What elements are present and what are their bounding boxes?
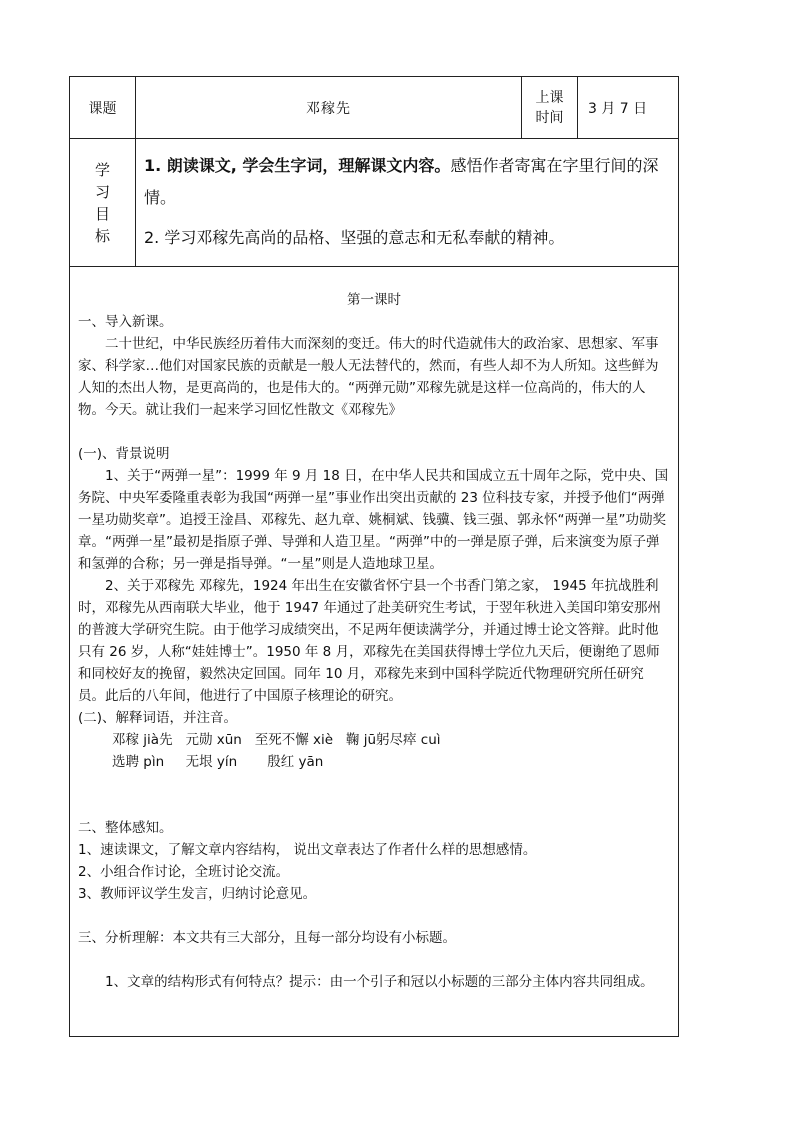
class-time-label <box>522 77 578 139</box>
content-row <box>70 267 679 1037</box>
goal-2: 2. 学习邓稼先高尚的品格、坚强的意志和无私奉献的精神。 <box>144 227 565 247</box>
goals-label-char: 标 <box>94 226 110 245</box>
background-paragraph-2: 2、关于邓稼先 邓稼先，1924 年出生在安徽省怀宁县一个书香门第之家， 1945 年抗战胜利时，邓稼先从西南联大毕业，他于 1947 年通过了赴美研究生考试，于翌年秋进入美国印第安那州的普渡大学研究生院。由于他学习成绩突出，不足两年便读满学分，并通过博士论文答辩。此时他只有 26 岁，人称“娃娃博士”。1950 年 8 月，邓稼先在美国获得博士学位九天后，便谢绝了恩师和同校好友的挽留，毅然决定回国。同年 10 月，邓稼先来到中国科学院近代物理研究所任研究员。此后的八年间，他进行了中国原子核理论的研究。 <box>78 578 661 704</box>
goals-row <box>70 139 679 267</box>
learning-goals <box>136 139 679 267</box>
background-heading: (一)、背景说明 <box>78 446 170 462</box>
section-2-item-3: 3、教师评议学生发言，归纳讨论意见。 <box>78 886 317 902</box>
lesson-period-title: 第一课时 <box>347 292 401 308</box>
goal-1-emphasis: 1. 朗读课文, 学会生字词，理解课文内容。 <box>144 155 451 175</box>
section-1-paragraph: 二十世纪，中华民族经历着伟大而深刻的变迁。伟大的时代造就伟大的政治家、思想家、军事家、科学家…他们对国家民族的贡献是一般人无法替代的，然而，有些人却不为人所知。这些鲜为人知的杰出人物，是更高尚的，也是伟大的。“两弹元勋”邓稼先就是这样一位高尚的，伟大的人物。今天。就让我们一起来学习回忆性散文《邓稼先》 <box>78 336 659 418</box>
section-3-question-1: 1、文章的结构形式有何特点？提示：由一个引子和冠以小标题的三部分主体内容共同组成。 <box>105 974 654 990</box>
class-time-label-line2: 时间 <box>535 109 564 126</box>
spacer <box>78 905 670 927</box>
section-1-heading: 一、导入新课。 <box>78 314 173 330</box>
goals-label-char: 学 <box>94 160 110 179</box>
lesson-plan-table <box>69 76 679 1037</box>
class-time-label-line1: 上课 <box>535 89 564 106</box>
section-2-item-2: 2、小组合作讨论，全班讨论交流。 <box>78 864 290 880</box>
section-2-heading: 二、整体感知。 <box>78 820 173 836</box>
subject-label: 课题 <box>70 77 136 139</box>
background-paragraph-1: 1、关于“两弹一星”：1999 年 9 月 18 日，在中华人民共和国成立五十周年之际，党中央、国务院、中央军委隆重表彰为我国“两弹一星”事业作出突出贡献的 23 位科技专家，并授予他们“两弹一星功勋奖章”。追授王淦昌、邓稼先、赵九章、姚桐斌、钱骥、钱三强、郭永怀“两弹一星”功勋奖章。“两弹一星”最初是指原子弹、导弹和人造卫星。“两弹”中的一弹是原子弹，后来演变为原子弹和氢弹的合称；另一弹是指导弹。“一星”则是人造地球卫星。 <box>78 468 669 572</box>
lesson-plan-page <box>69 76 678 1037</box>
section-2-item-1: 1、速读课文，了解文章内容结构， 说出文章表达了作者什么样的思想感情。 <box>78 842 537 858</box>
spacer <box>78 773 670 817</box>
goal-1-rest: 感悟作者寄寓在字里行间的深情。 <box>144 155 659 207</box>
lesson-content <box>70 267 679 1037</box>
vocabulary-heading: (二)、解释词语，并注音。 <box>78 710 238 726</box>
learning-goals-label <box>70 139 136 267</box>
vocabulary-line-2: 选聘 pìn 无垠 yín 殷红 yān <box>112 754 324 770</box>
spacer <box>78 421 670 443</box>
vocabulary-line-1: 邓稼 jià先 元勋 xūn 至死不懈 xiè 鞠 jū躬尽瘁 cuì <box>112 732 441 748</box>
subject-title: 邓稼先 <box>136 77 522 139</box>
spacer <box>78 949 670 971</box>
goals-label-char: 习 <box>94 182 110 201</box>
goals-label-char: 目 <box>94 204 110 223</box>
section-3-heading: 三、分析理解：本文共有三大部分，且每一部分均设有小标题。 <box>78 930 456 946</box>
header-row <box>70 77 679 139</box>
goal-1 <box>144 150 672 214</box>
class-date: 3 月 7 日 <box>578 77 679 139</box>
